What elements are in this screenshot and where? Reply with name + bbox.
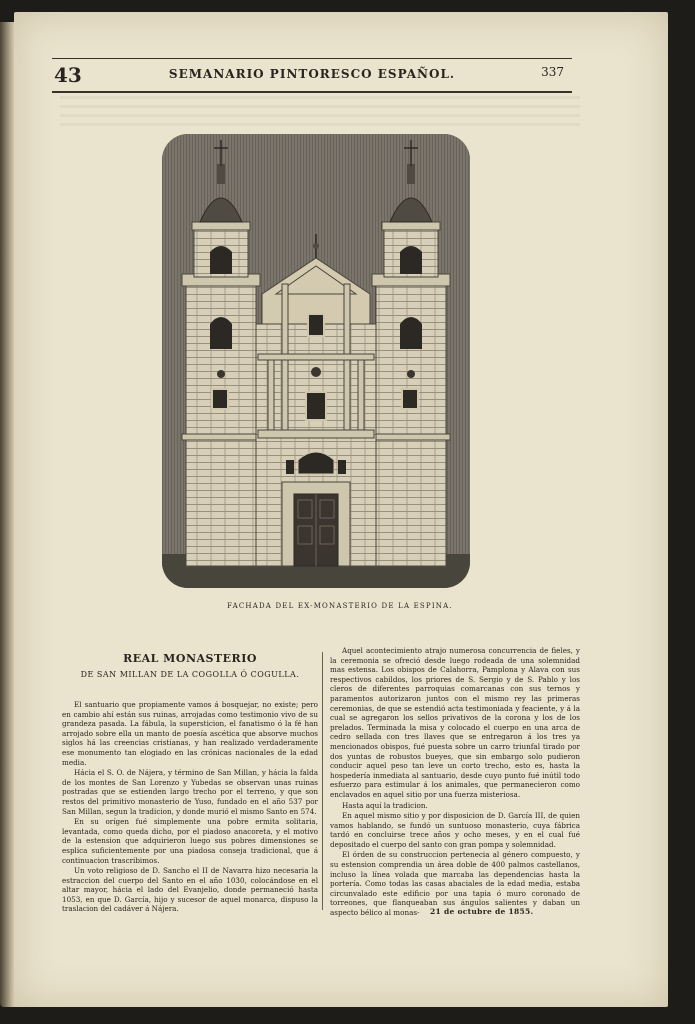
issue-date: 21 de octubre de 1855. bbox=[430, 907, 534, 916]
paragraph: Hácia el S. O. de Nájera, y término de San Millan, y hácia la falda de los montes de San Lorenzo y Yubedas se observan unas ruinas postradas que se estienden largo trecho por el terreno, y que son restos del primitivo monasterio de Yuso, fundado en el año 537 por San Millan, segun la tradicion, y donde murió el mismo Santo en 574. bbox=[62, 768, 318, 816]
article-column-right bbox=[330, 646, 580, 919]
article-column-left bbox=[62, 700, 318, 915]
paragraph: Un voto religioso de D. Sancho el II de Navarra hizo necesaria la estraccion del cuerpo del Santo en el año 1030, colocándose en el altar mayor, hácia el lado del Evanjelio, donde permaneció hasta 1053, en que D. García, hijo y sucesor de aquel monarca, dispuso la traslacion del cadáver á Nájera. bbox=[62, 866, 318, 914]
show-through-text bbox=[60, 96, 580, 132]
article-subtitle: DE SAN MILLAN DE LA COGOLLA Ó COGULLA. bbox=[80, 670, 300, 679]
paragraph: En aquel mismo sitio y por disposicion de D. García III, de quien vamos hablando, se fundó un suntuoso monasterio, cuya fábrica tardó en concluirse trece años y ocho meses, y en el cual fué depositado el cuerpo del santo con gran pompa y solemnidad. bbox=[330, 811, 580, 849]
paragraph: Hasta aquí la tradicion. bbox=[342, 800, 428, 810]
publication-title: SEMANARIO PINTORESCO ESPAÑOL. bbox=[168, 67, 456, 81]
monastery-engraving bbox=[162, 134, 470, 588]
paragraph: En su orígen fué simplemente una pobre ermita solitaria, levantada, como queda dicho, por el piadoso anacoreta, y el motivo de la estension que adquirieron luego sus pobres dimensiones se esplica suficientemente por una piadosa conseja tradicional, que á continuacion trascribimos. bbox=[62, 817, 318, 865]
page-number: 337 bbox=[541, 65, 564, 79]
page-header bbox=[52, 58, 572, 93]
paragraph: Aquel acontecimiento atrajo numerosa concurrencia de fieles, y la ceremonia se ofreció desde luego rodeada de una solemnidad mas estensa. Los obispos de Calahorra, Pamplona y Alava con sus respectivos cabildos, los priores de S. Sergio y de S. Pablo y los cleros de diferentes parroquias comarcanas con sus ternos y paramentos autorizaron juntos con el mismo rey las primeras ceremonias, de que se estendió acta testimoniada y feaciente, y á la cual se agregaron los sellos privativos de la corona y los de los prelados. Terminada la misa y colocado el cuerpo en una arca de cedro sellada con tres llaves que se entregaron á los tres ya mencionados obispos, fué puesta sobre un carro triunfal tirado por dos yuntas de robustos bueyes, que sin embargo solo pudieron conducir aquel peso tan leve un corto trecho, esto es, hasta la hospedería inmediata al santuario, desde cuyo punto fué inútil todo esfuerzo para estimular á los animales, que permanecieron como enclavados en aquel sitio por una fuerza misteriosa. bbox=[330, 646, 580, 799]
issue-number: 43 bbox=[54, 63, 82, 87]
article-title: REAL MONASTERIO bbox=[123, 652, 257, 665]
illustration-caption: FACHADA DEL EX-MONASTERIO DE LA ESPINA. bbox=[227, 602, 453, 610]
paragraph: El santuario que propiamente vamos á bosquejar, no existe; pero en cambio ahí están sus ruinas, arrojadas como testimonio vivo de su grandeza pasada. La fábula, la supersticion, el fanatismo ó la fé han arrojado sobre ella un manto de poesía ascética que absorve muchos siglos há las creencias cristianas, y han realizado verdaderamente ese monumento tan elogiado en las crónicas nacionales de la edad media. bbox=[62, 700, 318, 767]
column-divider bbox=[322, 652, 323, 910]
paragraph: El órden de su construccion pertenecia al género compuesto, y su estension comprendia un área doble de 400 palmos castellanos, incluso la línea volada que marcaba las dependencias hasta la portería. Como todas las casas abaciales de la edad media, estaba circunvalado este edificio por una tapia ó muro coronado de torreones, que flanqueaban sus ángulos salientes y daban un aspecto bélico al monas- bbox=[330, 850, 580, 918]
